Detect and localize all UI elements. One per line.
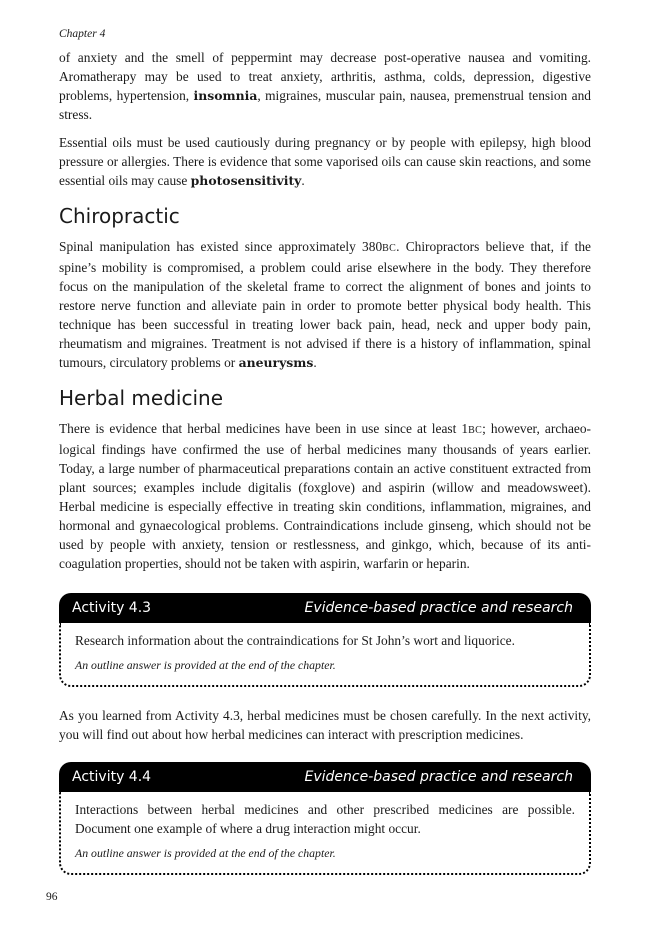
text-run: There is evidence that herbal medicines have been in use since at least 1 (59, 421, 469, 436)
era-label: BC (468, 425, 483, 436)
activity-4-3-box (59, 593, 591, 687)
running-head: Chapter 4 (59, 28, 106, 40)
chiropractic-paragraph (59, 237, 591, 372)
activity-4-3-body (59, 623, 591, 687)
activity-4-3-text: Research information about the contraindications for St John’s wort and liquorice. (75, 633, 515, 648)
text-run: . (313, 355, 317, 370)
glossary-term-photosensitivity: photosensitivity (190, 173, 302, 188)
text-run: . (301, 173, 305, 188)
herbal-medicine-paragraph (59, 419, 591, 573)
chiropractic-heading: Chiropractic (59, 204, 180, 228)
activity-4-4-title: Activity 4.4 (72, 769, 152, 785)
text-run: Spinal manipulation has existed since approximately 380 (59, 239, 383, 254)
activity-4-4-text: Interactions between herbal medicines and other prescribed medicines are possible. Document one example of where a drug interaction might occur. (75, 802, 575, 836)
activity-4-4-category: Evidence-based practice and research (304, 769, 573, 785)
essential-oils-paragraph (59, 133, 591, 190)
text-run: . Chiropractors believe that, if the spine’s mobility is compromised, a problem could arise elsewhere in the body. They therefore focus on the manipulation of the skeletal frame to correct the alignment of bones and joints to restore nerve function and alleviate pain in order to promote better physical body health. This technique has been successful in treating lower back pain, head, neck and upper body pain, rheumatism and migraines. Treatment is not advised if there is a history of inflammation, spinal tumours, circulatory problems or (59, 239, 591, 370)
activity-4-4-header (59, 762, 591, 792)
herbal-medicine-heading: Herbal medicine (59, 386, 224, 410)
transition-paragraph: As you learned from Activity 4.3, herbal medicines must be chosen carefully. In the next activity, you will find out about how herbal medicines can interact with prescription medicines. (59, 708, 591, 742)
activity-4-3-category: Evidence-based practice and research (304, 600, 573, 616)
page-content (59, 28, 591, 875)
page-number: 96 (46, 891, 58, 903)
activity-4-4-outline-note: An outline answer is provided at the end of the chapter. (75, 846, 336, 860)
activity-4-3-title: Activity 4.3 (72, 600, 152, 616)
text-run: of anxiety and the smell of peppermint may decrease post-operative nausea and vomiting. Aromatherapy may be used to treat anxiety, arthritis, asthma, colds, depression, digestive problems, hypertension, (59, 50, 591, 103)
aromatherapy-paragraph (59, 48, 591, 124)
glossary-term-insomnia: insomnia (193, 88, 258, 103)
text-run: Essential oils must be used cautiously during pregnancy or by people with epilepsy, high blood pressure or allergies. There is evidence that some vaporised oils can cause skin reactions, and some essential oils may cause (59, 135, 591, 188)
text-run: ; however, archaeological findings have confirmed the use of herbal medicines many thousands of years earlier. Today, a large number of pharmaceutical preparations contain an active constituent extracted from plant sources; examples include digitalis (foxglove) and aspirin (willow and meadowsweet). Herbal medicine is especially effective in treating skin conditions, inflammation, migraines, and hormonal and gynaecological problems. Contraindications include ginseng, which should not be used by people with anxiety, tension or restlessness, and ginkgo, which, because of its anticoagulation properties, should not be taken with aspirin, warfarin or heparin. (59, 421, 592, 571)
glossary-term-aneurysms: aneurysms (238, 355, 314, 370)
activity-4-3-outline-note: An outline answer is provided at the end of the chapter. (75, 658, 336, 672)
activity-4-3-header (59, 593, 591, 623)
text-run: , migraines, muscular pain, nausea, premenstrual tension and stress. (59, 88, 591, 122)
activity-4-4-body (59, 792, 591, 875)
activity-4-4-box (59, 762, 591, 875)
era-label: BC (382, 243, 397, 254)
